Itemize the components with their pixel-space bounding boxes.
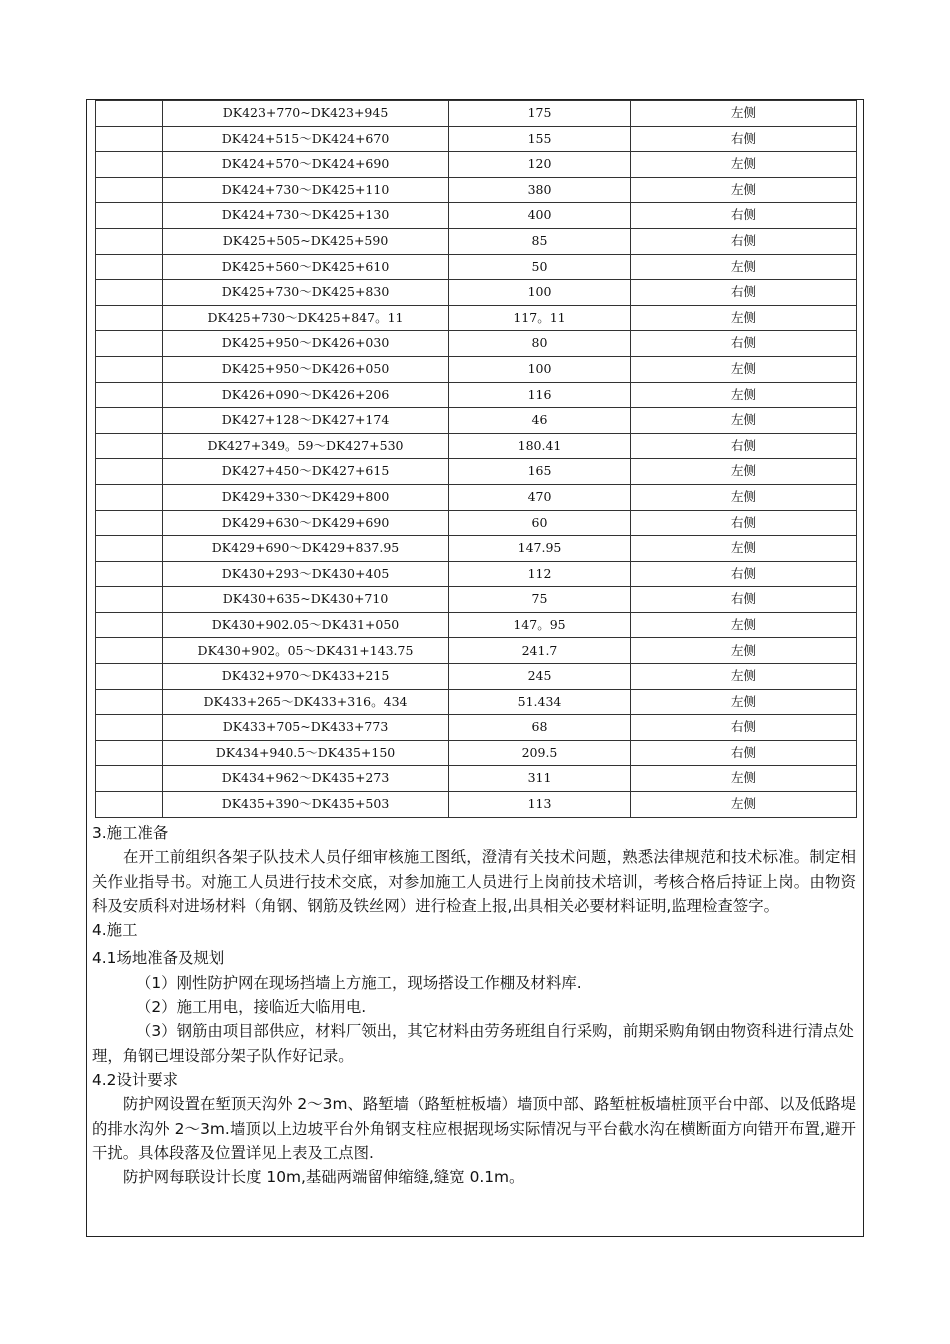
table-row	[96, 152, 857, 178]
mileage-cell: DK426+090～DK426+206	[163, 382, 449, 408]
table-row	[96, 664, 857, 690]
table-row	[96, 382, 857, 408]
table-cell-empty	[96, 228, 163, 254]
side-cell: 左侧	[631, 612, 857, 638]
mileage-cell: DK424+515～DK424+670	[163, 126, 449, 152]
length-cell: 60	[449, 510, 631, 536]
side-cell: 右侧	[631, 331, 857, 357]
mileage-cell: DK429+630～DK429+690	[163, 510, 449, 536]
mileage-cell: DK425+505~DK425+590	[163, 228, 449, 254]
document-content	[92, 821, 856, 1189]
table-row	[96, 484, 857, 510]
table-row	[96, 587, 857, 613]
table-body	[96, 101, 857, 818]
side-cell: 左侧	[631, 305, 857, 331]
length-cell: 147。95	[449, 612, 631, 638]
table-cell-empty	[96, 766, 163, 792]
mileage-cell: DK425+560～DK425+610	[163, 254, 449, 280]
table-cell-empty	[96, 792, 163, 818]
side-cell: 右侧	[631, 587, 857, 613]
table-cell-empty	[96, 484, 163, 510]
table-row	[96, 459, 857, 485]
section-4-1-heading: 4.1场地准备及规划	[92, 949, 225, 968]
section-4-2-body-1: 防护网设置在堑顶天沟外 2～3m、路堑墙（路堑桩板墙）墙顶中部、路堑桩板墙桩顶平台中部、以及低路堤的排水沟外 2～3m.墙顶以上边坡平台外角钢支柱应根据现场实际情况与平台截水沟在横断面方向错开布置,避开干扰。具体段落及位置详见上表及工点图.	[92, 1095, 856, 1162]
table-cell-empty	[96, 280, 163, 306]
table-cell-empty	[96, 101, 163, 127]
table-cell-empty	[96, 536, 163, 562]
section-4-2-body-2: 防护网每联设计长度 10m,基础两端留伸缩缝,缝宽 0.1m。	[123, 1168, 525, 1187]
table-cell-empty	[96, 510, 163, 536]
side-cell: 左侧	[631, 177, 857, 203]
table-row	[96, 203, 857, 229]
side-cell: 左侧	[631, 152, 857, 178]
side-cell: 左侧	[631, 382, 857, 408]
mileage-cell: DK424+570～DK424+690	[163, 152, 449, 178]
mileage-cell: DK423+770~DK423+945	[163, 101, 449, 127]
length-cell: 155	[449, 126, 631, 152]
length-cell: 80	[449, 331, 631, 357]
table-cell-empty	[96, 689, 163, 715]
length-cell: 113	[449, 792, 631, 818]
table-row	[96, 433, 857, 459]
section-4-1-item-3: （3）钢筋由项目部供应，材料厂领出，其它材料由劳务班组自行采购，前期采购角钢由物资科进行清点处理，角钢已埋设部分架子队作好记录。	[92, 1022, 854, 1065]
table-row	[96, 305, 857, 331]
length-cell: 116	[449, 382, 631, 408]
table-cell-empty	[96, 126, 163, 152]
side-cell: 左侧	[631, 638, 857, 664]
length-cell: 100	[449, 356, 631, 382]
side-cell: 左侧	[631, 356, 857, 382]
table-row	[96, 177, 857, 203]
mileage-cell: DK424+730～DK425+130	[163, 203, 449, 229]
mileage-cell: DK425+950～DK426+030	[163, 331, 449, 357]
length-cell: 46	[449, 408, 631, 434]
mileage-cell: DK430+902。05～DK431+143.75	[163, 638, 449, 664]
length-cell: 180.41	[449, 433, 631, 459]
length-cell: 380	[449, 177, 631, 203]
length-cell: 311	[449, 766, 631, 792]
table-cell-empty	[96, 331, 163, 357]
section-4-1-item-1: （1）刚性防护网在现场挡墙上方施工，现场搭设工作棚及材料库.	[136, 973, 582, 992]
table-cell-empty	[96, 408, 163, 434]
side-cell: 左侧	[631, 254, 857, 280]
table-row	[96, 689, 857, 715]
mileage-cell: DK424+730～DK425+110	[163, 177, 449, 203]
table-cell-empty	[96, 664, 163, 690]
side-cell: 右侧	[631, 280, 857, 306]
side-cell: 左侧	[631, 536, 857, 562]
length-cell: 175	[449, 101, 631, 127]
length-cell: 51.434	[449, 689, 631, 715]
table-row	[96, 510, 857, 536]
side-cell: 右侧	[631, 433, 857, 459]
length-cell: 120	[449, 152, 631, 178]
mileage-cell: DK425+950～DK426+050	[163, 356, 449, 382]
mileage-cell: DK427+450～DK427+615	[163, 459, 449, 485]
length-cell: 241.7	[449, 638, 631, 664]
table-cell-empty	[96, 177, 163, 203]
side-cell: 左侧	[631, 766, 857, 792]
mileage-cell: DK432+970～DK433+215	[163, 664, 449, 690]
table-row	[96, 254, 857, 280]
mileage-cell: DK433+265～DK433+316。434	[163, 689, 449, 715]
side-cell: 右侧	[631, 203, 857, 229]
side-cell: 右侧	[631, 228, 857, 254]
side-cell: 左侧	[631, 101, 857, 127]
table-cell-empty	[96, 356, 163, 382]
side-cell: 右侧	[631, 126, 857, 152]
section-3-body: 在开工前组织各架子队技术人员仔细审核施工图纸，澄清有关技术问题，熟悉法律规范和技术标准。制定相关作业指导书。对施工人员进行技术交底，对参加施工人员进行上岗前技术培训，考核合格后持证上岗。由物资科及安质科对进场材料（角钢、钢筋及铁丝网）进行检查上报,出具相关必要材料证明,监理检查签字。	[92, 848, 856, 915]
side-cell: 右侧	[631, 740, 857, 766]
mileage-cell: DK433+705~DK433+773	[163, 715, 449, 741]
length-cell: 245	[449, 664, 631, 690]
table-row	[96, 356, 857, 382]
table-row	[96, 408, 857, 434]
table-row	[96, 638, 857, 664]
table-cell-empty	[96, 203, 163, 229]
length-cell: 400	[449, 203, 631, 229]
table-row	[96, 536, 857, 562]
table-row	[96, 228, 857, 254]
table-row	[96, 766, 857, 792]
length-cell: 112	[449, 561, 631, 587]
side-cell: 右侧	[631, 510, 857, 536]
table-cell-empty	[96, 459, 163, 485]
length-cell: 209.5	[449, 740, 631, 766]
side-cell: 左侧	[631, 408, 857, 434]
table-cell-empty	[96, 612, 163, 638]
table-cell-empty	[96, 587, 163, 613]
mileage-cell: DK430+635~DK430+710	[163, 587, 449, 613]
mileage-cell: DK427+128～DK427+174	[163, 408, 449, 434]
side-cell: 左侧	[631, 484, 857, 510]
table-row	[96, 612, 857, 638]
mileage-cell: DK425+730～DK425+830	[163, 280, 449, 306]
mileage-cell: DK434+940.5～DK435+150	[163, 740, 449, 766]
table-cell-empty	[96, 254, 163, 280]
length-cell: 50	[449, 254, 631, 280]
section-4-heading: 4.施工	[92, 921, 138, 940]
table-cell-empty	[96, 382, 163, 408]
mileage-cell: DK434+962～DK435+273	[163, 766, 449, 792]
section-4-2-heading: 4.2设计要求	[92, 1070, 179, 1089]
mileage-cell: DK429+330～DK429+800	[163, 484, 449, 510]
table-cell-empty	[96, 433, 163, 459]
length-cell: 470	[449, 484, 631, 510]
table-row	[96, 126, 857, 152]
side-cell: 左侧	[631, 792, 857, 818]
table-row	[96, 792, 857, 818]
mileage-cell: DK430+293～DK430+405	[163, 561, 449, 587]
table-cell-empty	[96, 561, 163, 587]
section-table	[95, 100, 857, 818]
mileage-cell: DK427+349。59～DK427+530	[163, 433, 449, 459]
table-cell-empty	[96, 152, 163, 178]
table-cell-empty	[96, 715, 163, 741]
side-cell: 右侧	[631, 715, 857, 741]
table-row	[96, 280, 857, 306]
table-row	[96, 740, 857, 766]
section-3-heading: 3.施工准备	[92, 824, 169, 842]
table-cell-empty	[96, 305, 163, 331]
side-cell: 左侧	[631, 689, 857, 715]
length-cell: 165	[449, 459, 631, 485]
side-cell: 左侧	[631, 459, 857, 485]
table-row	[96, 331, 857, 357]
length-cell: 117。11	[449, 305, 631, 331]
length-cell: 68	[449, 715, 631, 741]
side-cell: 左侧	[631, 664, 857, 690]
table-row	[96, 101, 857, 127]
mileage-cell: DK430+902.05～DK431+050	[163, 612, 449, 638]
length-cell: 75	[449, 587, 631, 613]
length-cell: 147.95	[449, 536, 631, 562]
side-cell: 右侧	[631, 561, 857, 587]
length-cell: 85	[449, 228, 631, 254]
table-cell-empty	[96, 638, 163, 664]
table-row	[96, 561, 857, 587]
table-cell-empty	[96, 740, 163, 766]
mileage-cell: DK435+390～DK435+503	[163, 792, 449, 818]
mileage-cell: DK429+690～DK429+837.95	[163, 536, 449, 562]
section-4-1-item-2: （2）施工用电，接临近大临用电.	[136, 998, 367, 1017]
mileage-cell: DK425+730～DK425+847。11	[163, 305, 449, 331]
length-cell: 100	[449, 280, 631, 306]
table-row	[96, 715, 857, 741]
